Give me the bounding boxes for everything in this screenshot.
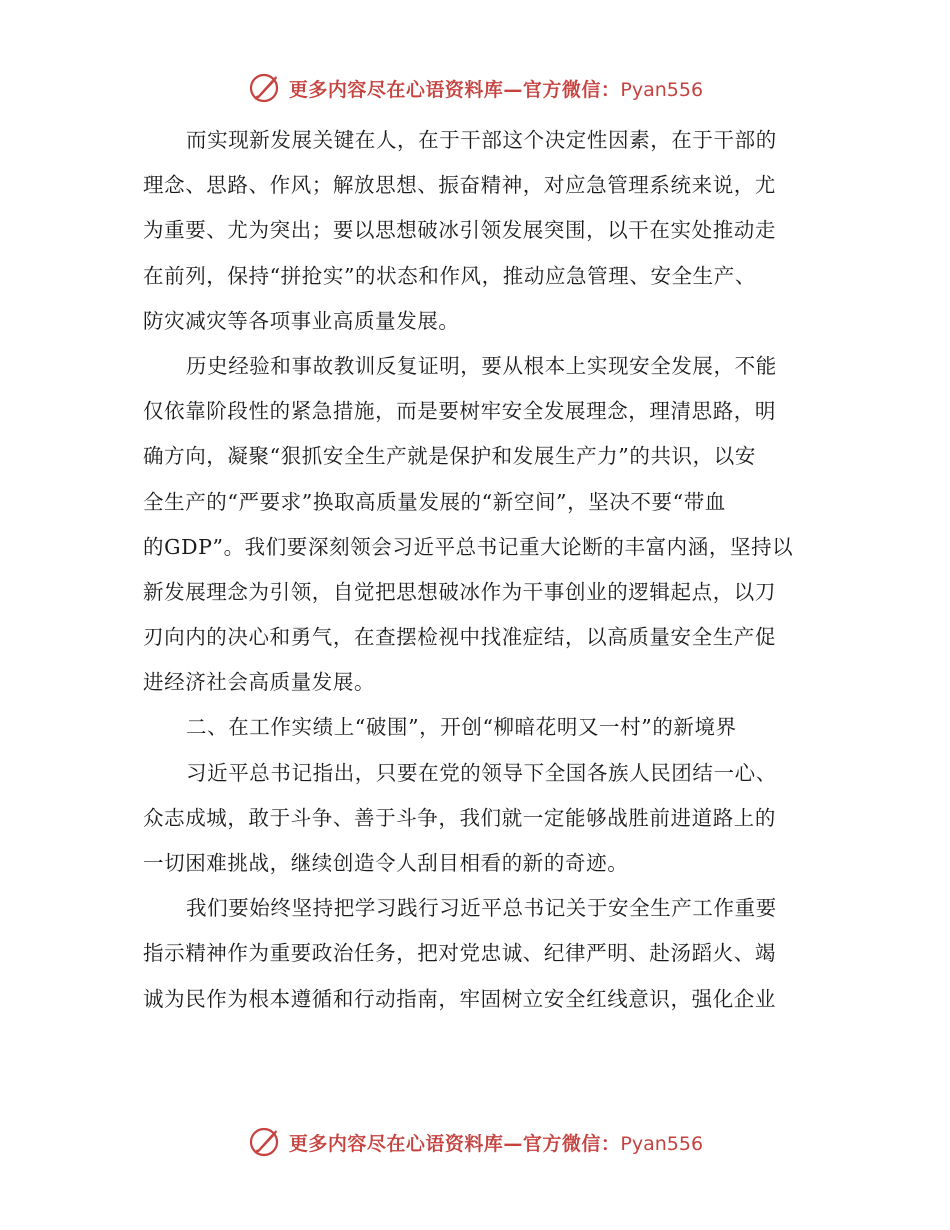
- text-line: 我们要始终坚持把学习践行习近平总书记关于安全生产工作重要: [186, 896, 777, 921]
- text-line: 刃向内的决心和勇气，在查摆检视中找准症结，以高质量安全生产促: [143, 625, 776, 650]
- text-line: 在前列，保持“拼抢实”的状态和作风，推动应急管理、安全生产、: [143, 263, 756, 288]
- text-line: 一切困难挑战，继续创造令人刮目相看的新的奇迹。: [143, 851, 629, 875]
- text-line: 众志成城，敢于斗争、善于斗争，我们就一定能够战胜前进道路上的: [143, 805, 776, 830]
- text-line: 二、在工作实绩上“破围”，开创“柳暗花明又一村”的新境界: [186, 715, 737, 740]
- header-watermark: [0, 70, 950, 106]
- text-line: 防灾减灾等各项事业高质量发展。: [143, 308, 460, 333]
- footer-watermark: [0, 1124, 950, 1160]
- text-line: 理念、思路、作风；解放思想、振奋精神，对应急管理系统来说，尤: [143, 173, 776, 198]
- text-line: 历史经验和事故教训反复证明，要从根本上实现安全发展，不能: [186, 353, 777, 378]
- text-line: 而实现新发展关键在人，在于干部这个决定性因素，在于干部的: [186, 128, 777, 152]
- text-line: 进经济社会高质量发展。: [143, 670, 376, 695]
- text-line: 确方向，凝聚“狠抓安全生产就是保护和发展生产力”的共识，以安: [143, 444, 756, 469]
- watermark-text: 更多内容尽在心语资料库—官方微信：Pyan556: [288, 1132, 704, 1155]
- text-line: 诚为民作为根本遵循和行动指南，牢固树立安全红线意识，强化企业: [143, 986, 776, 1011]
- document-body: [143, 118, 813, 1022]
- text-line: 为重要、尤为突出；要以思想破冰引领发展突围，以干在实处推动走: [143, 218, 776, 243]
- text-line: 新发展理念为引领，自觉把思想破冰作为干事创业的逻辑起点，以刀: [143, 579, 776, 604]
- quill-pen-logo-icon: [247, 71, 281, 105]
- watermark-text: 更多内容尽在心语资料库—官方微信：Pyan556: [288, 78, 704, 101]
- watermark-id: Pyan556: [620, 1132, 704, 1155]
- text-line: 的GDP”。我们要深刻领会习近平总书记重大论断的丰富内涵，坚持以: [143, 534, 794, 559]
- quill-pen-logo-icon: [247, 1125, 281, 1159]
- text-line: 仅依靠阶段性的紧急措施，而是要树牢安全发展理念，理清思路，明: [143, 399, 776, 424]
- watermark-id: Pyan556: [620, 78, 704, 101]
- text-line: 指示精神作为重要政治任务，把对党忠诚、纪律严明、赴汤蹈火、竭: [143, 941, 776, 966]
- text-line: 习近平总书记指出，只要在党的领导下全国各族人民团结一心、: [186, 760, 777, 785]
- text-line: 全生产的“严要求”换取高质量发展的“新空间”，坚决不要“带血: [143, 489, 726, 514]
